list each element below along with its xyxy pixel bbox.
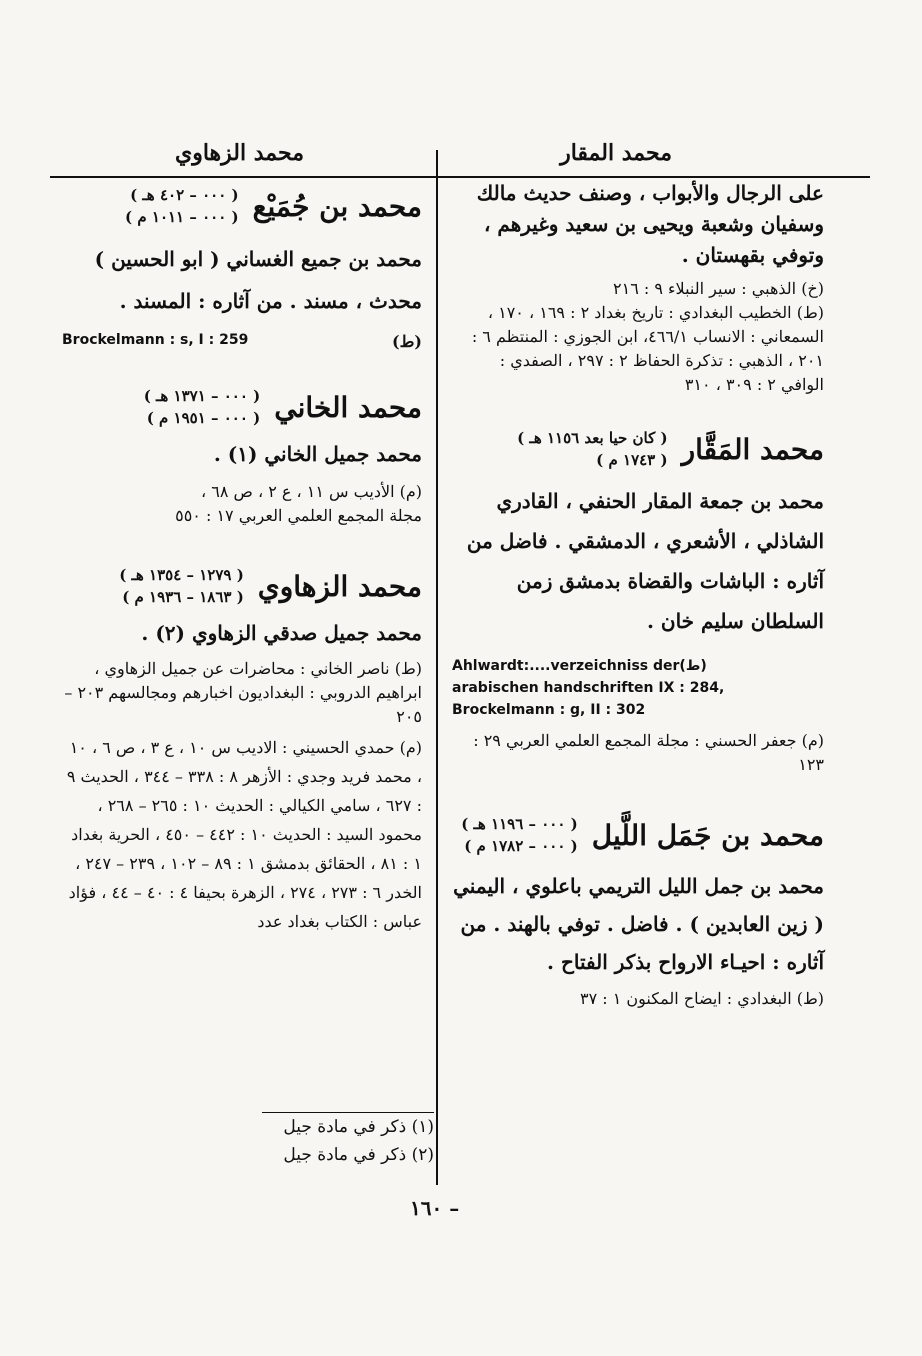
footnotes bbox=[262, 1112, 434, 1169]
entry-dates-jumay bbox=[125, 184, 239, 228]
left-column bbox=[62, 178, 422, 936]
date-gregorian: ( ١٧٤٣ م ) bbox=[596, 451, 668, 469]
entry-text-maqqar: محمد بن جمعة المقار الحنفي ، القادري الشاذلي ، الأشعري ، الدمشقي . فاضل من آثاره : الباشات والقضاة بدمشق زمن السلطان سليم خان . bbox=[466, 489, 824, 633]
entry-name-zahawi: محمد الزهاوي bbox=[257, 569, 422, 603]
latin-refs-maqqar bbox=[452, 655, 824, 721]
right-column bbox=[452, 178, 824, 1011]
latin-ref-tag: (ط) bbox=[392, 332, 422, 351]
latin-line-1: Ahlwardt:....verzeichniss der(ط) bbox=[452, 658, 707, 674]
footnote-2: (٢) ذكر في مادة جيل bbox=[283, 1145, 434, 1165]
entry-header-khani bbox=[62, 385, 422, 429]
entry-note-jamal: (ط) البغدادي : ايضاح المكنون ١ : ٣٧ bbox=[579, 989, 824, 1008]
entry-text-zahawi: محمد جميل صدقي الزهاوي (٢) . bbox=[141, 621, 422, 645]
entry-text-khani: محمد جميل الخاني (١) . bbox=[213, 442, 422, 466]
date-gregorian: ( ٠٠٠ – ١٧٨٢ م ) bbox=[464, 837, 578, 855]
date-gregorian: ( ١٨٦٣ – ١٩٣٦ م ) bbox=[122, 588, 244, 606]
entry-note-khani-2: مجلة المجمع العلمي العربي ١٧ : ٥٥٠ bbox=[175, 506, 422, 525]
entry-header-jamal bbox=[452, 813, 824, 857]
entry-text-jumay: محمد بن جميع الغساني ( ابو الحسين ) محدث ، مسند . من آثاره : المسند . bbox=[94, 247, 422, 313]
entry-header-maqqar bbox=[452, 427, 824, 471]
entry-note-zahawi-2: (م) حمدي الحسيني : الاديب س ١٠ ، ع ٣ ، ص ٦ ، ١٠ ، محمد فريد وجدي : الأزهر ٨ : ٣٣٨ – ٣٤٤ ، الحديث ٩ : ٦٢٧ ، سامي الكيالي : الحديث ١٠ : ٢٦٥ – ٢٦٨ ، محمود السيد : الحديث ١٠ : ٤٤٢ – ٤٥٠ ، الحرية بغداد ١ : ٨١ ، الحقائق بدمشق ١ : ٨٩ – ١٠٢ ، ٢٣٩ – ٢٤٧ ، الخدر ٦ : ٢٧٣ ، ٢٧٤ ، الزهرة بحيفا ٤ : ٤٠ – ٤٤ ، فؤاد عباس : الكتاب بغداد عدد bbox=[66, 738, 422, 931]
entry-name-maqqar: محمد المَقَّار bbox=[681, 432, 824, 466]
latin-ref-jumay bbox=[62, 332, 422, 351]
entry-dates-maqqar bbox=[517, 427, 667, 471]
date-gregorian: ( ٠٠٠ – ١٠١١ م ) bbox=[125, 208, 239, 226]
date-hijri: ( كان حيا بعد ١١٥٦ هـ ) bbox=[517, 429, 668, 447]
entry-text-jamal: محمد بن جمل الليل التريمي باعلوي ، اليمني ( زين العابدين ) . فاضل . توفي بالهند . من آثاره : احيـاء الارواح بذكر الفتاح . bbox=[453, 874, 824, 974]
intro-text: على الرجال والأبواب ، وصنف حديث مالك وسفيان وشعبة ويحيى بن سعيد وغيرهم ، وتوفي بقهستان . bbox=[476, 181, 824, 267]
intro-note-1: (خ) الذهبي : سير النبلاء ٩ : ٢١٦ bbox=[613, 279, 824, 298]
entry-name-jamal: محمد بن جَمَل اللَّيل bbox=[591, 818, 824, 852]
entry-header-jumay bbox=[62, 184, 422, 228]
entry-dates-khani bbox=[144, 385, 261, 429]
running-header-left: محمد الزهاوي bbox=[175, 140, 305, 166]
entry-note-khani-1: (م) الأديب س ١١ ، ع ٢ ، ص ٦٨ ، bbox=[201, 482, 422, 501]
date-gregorian: ( ٠٠٠ – ١٩٥١ م ) bbox=[146, 409, 261, 427]
latin-line-3: Brockelmann : g, II : 302 bbox=[452, 702, 646, 718]
date-hijri: ( ٠٠٠ – ٤٠٢ هـ ) bbox=[130, 186, 239, 204]
entry-header-zahawi bbox=[62, 564, 422, 608]
date-hijri: ( ٠٠٠ – ١١٩٦ هـ ) bbox=[461, 815, 578, 833]
entry-name-jumay: محمد بن جُمَيْع bbox=[252, 189, 422, 223]
latin-ref: Brockelmann : s, I : 259 bbox=[62, 332, 249, 348]
running-header-right: محمد المقار bbox=[560, 140, 672, 166]
date-hijri: ( ٠٠٠ – ١٣٧١ هـ ) bbox=[143, 387, 261, 405]
intro-note-2: (ط) الخطيب البغدادي : تاريخ بغداد ٢ : ١٦٩ ، ١٧٠ ، السمعاني : الانساب ٤٦٦/١، ابن الجوزي : المنتظم ٦ : ٢٠١ ، الذهبي : تذكرة الحفاظ ٢ : ٢٩٧ ، الصفدي : الوافي ٢ : ٣٠٩ ، ٣١٠ bbox=[471, 303, 824, 394]
footnote-1: (١) ذكر في مادة جيل bbox=[283, 1117, 434, 1137]
entry-note-maqqar: (م) جعفر الحسني : مجلة المجمع العلمي العربي ٢٩ : ١٢٣ bbox=[473, 731, 824, 774]
column-divider bbox=[436, 150, 438, 1185]
page-number: – ١٦٠ bbox=[410, 1196, 460, 1220]
latin-line-2: arabischen handschriften IX : 284, bbox=[452, 680, 725, 696]
entry-dates-zahawi bbox=[119, 564, 244, 608]
entry-note-zahawi-1: (ط) ناصر الخاني : محاضرات عن جميل الزهاوي ، ابراهيم الدروبي : البغداديون اخبارهم ومجالسهم ٢٠٣ – ٢٠٥ bbox=[64, 659, 422, 726]
entry-name-khani: محمد الخاني bbox=[274, 390, 422, 424]
date-hijri: ( ١٢٧٩ – ١٣٥٤ هـ ) bbox=[119, 566, 244, 584]
entry-dates-jamal bbox=[461, 813, 578, 857]
